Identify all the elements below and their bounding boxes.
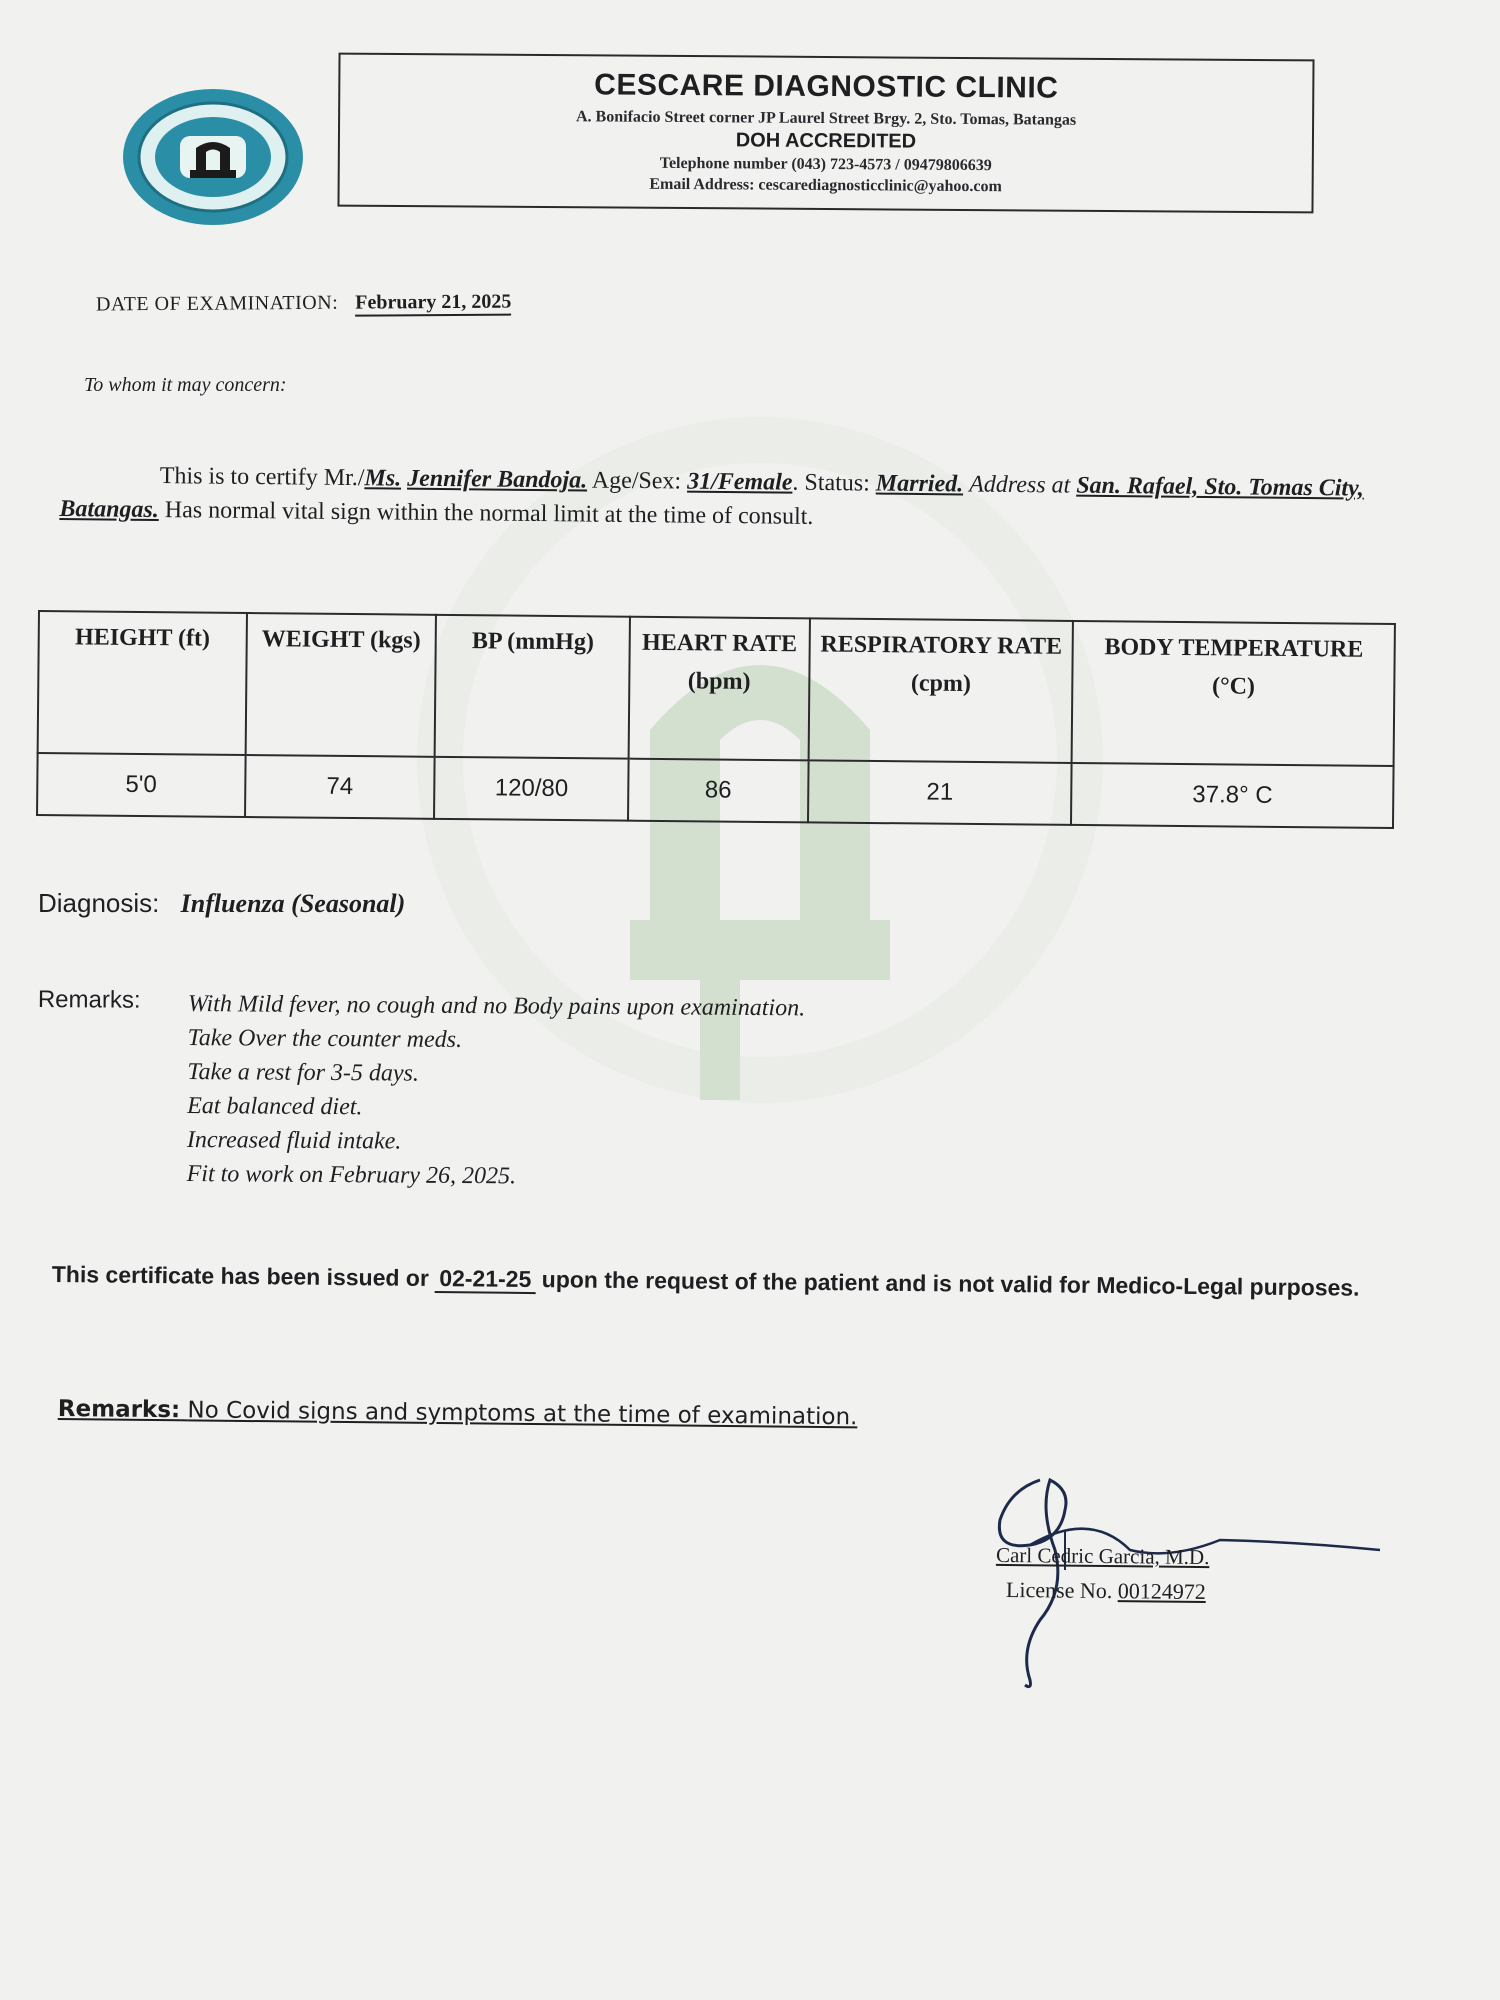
certification-paragraph — [59, 458, 1400, 540]
clinic-header — [337, 53, 1314, 214]
list-item: Eat balanced diet. — [187, 1093, 363, 1121]
cert-intro: This is to certify Mr./ — [159, 463, 365, 492]
physician-license — [1006, 1577, 1206, 1605]
header-height: HEIGHT (ft) — [38, 611, 247, 755]
status-label: . Status: — [792, 469, 870, 497]
clinic-logo — [118, 84, 308, 230]
address-label: Address at — [969, 471, 1071, 499]
age-sex-label: Age/Sex: — [591, 467, 682, 495]
clinic-address: A. Bonifacio Street corner JP Laurel Street Brgy. 2, Sto. Tomas, Batangas — [575, 108, 1077, 129]
patient-address: San. Rafael, Sto. Tomas City, Batangas. — [59, 472, 1365, 524]
cert-title: Ms. — [364, 465, 402, 492]
value-respiratory-rate: 21 — [808, 760, 1072, 825]
diagnosis-line — [38, 888, 405, 919]
covid-remark — [58, 1396, 858, 1430]
table-header-row — [38, 611, 1395, 766]
value-bp: 120/80 — [434, 757, 628, 821]
vital-signs-table — [36, 610, 1396, 829]
issuance-date: 02-21-25 — [435, 1265, 535, 1294]
list-item: Increased fluid intake. — [186, 1127, 402, 1155]
header-heart-rate: HEART RATE (bpm) — [629, 617, 810, 761]
value-heart-rate: 86 — [628, 759, 808, 823]
remarks-label: Remarks: — [37, 986, 141, 1014]
header-body-temperature: BODY TEMPERATURE (°C) — [1072, 621, 1395, 766]
table-row — [37, 753, 1394, 828]
issuance-suffix: upon the request of the patient and is not valid for Medico-Legal purposes. — [541, 1266, 1360, 1301]
exam-date-line — [96, 291, 511, 317]
value-body-temperature: 37.8° C — [1071, 763, 1393, 828]
header-weight: WEIGHT (kgs) — [245, 613, 436, 757]
header-bp: BP (mmHg) — [435, 615, 630, 759]
covid-text: No Covid signs and symptoms at the time of examination. — [187, 1397, 858, 1431]
header-respiratory-rate: RESPIRATORY RATE (cpm) — [808, 618, 1073, 763]
list-item: Fit to work on February 26, 2025. — [186, 1161, 517, 1190]
clinic-name: CESCARE DIAGNOSTIC CLINIC — [594, 68, 1059, 105]
value-weight: 74 — [245, 755, 435, 819]
clinic-telephone: Telephone number (043) 723-4573 / 09479806639 — [659, 154, 992, 175]
salutation: To whom it may concern: — [84, 374, 287, 396]
exam-date-value: February 21, 2025 — [355, 291, 511, 317]
list-item: Take a rest for 3-5 days. — [187, 1059, 420, 1087]
diagnosis-value: Influenza (Seasonal) — [180, 889, 406, 918]
remarks-lines — [187, 987, 1088, 1197]
covid-label: Remarks: — [57, 1396, 181, 1424]
patient-age-sex: 31/Female — [687, 468, 793, 496]
license-number: 00124972 — [1117, 1578, 1206, 1605]
value-height: 5'0 — [37, 753, 245, 817]
cert-closing: Has normal vital sign within the normal limit at the time of consult. — [164, 497, 814, 530]
patient-name: Jennifer Bandoja. — [407, 465, 588, 494]
clinic-email: Email Address: cescarediagnosticclinic@yahoo.com — [649, 175, 1002, 196]
license-label: License No. — [1005, 1576, 1113, 1604]
list-item: Take Over the counter meds. — [187, 1025, 463, 1053]
accreditation: DOH ACCREDITED — [735, 129, 917, 153]
issuance-statement — [52, 1258, 1412, 1304]
issuance-prefix: This certificate has been issued or — [51, 1260, 430, 1291]
patient-status: Married. — [875, 470, 964, 498]
physician-name: Carl Cedric Garcia, M.D. — [995, 1542, 1210, 1570]
list-item: With Mild fever, no cough and no Body pains upon examination. — [187, 991, 806, 1022]
diagnosis-label: Diagnosis: — [38, 888, 160, 918]
exam-date-label: DATE OF EXAMINATION: — [95, 291, 339, 316]
